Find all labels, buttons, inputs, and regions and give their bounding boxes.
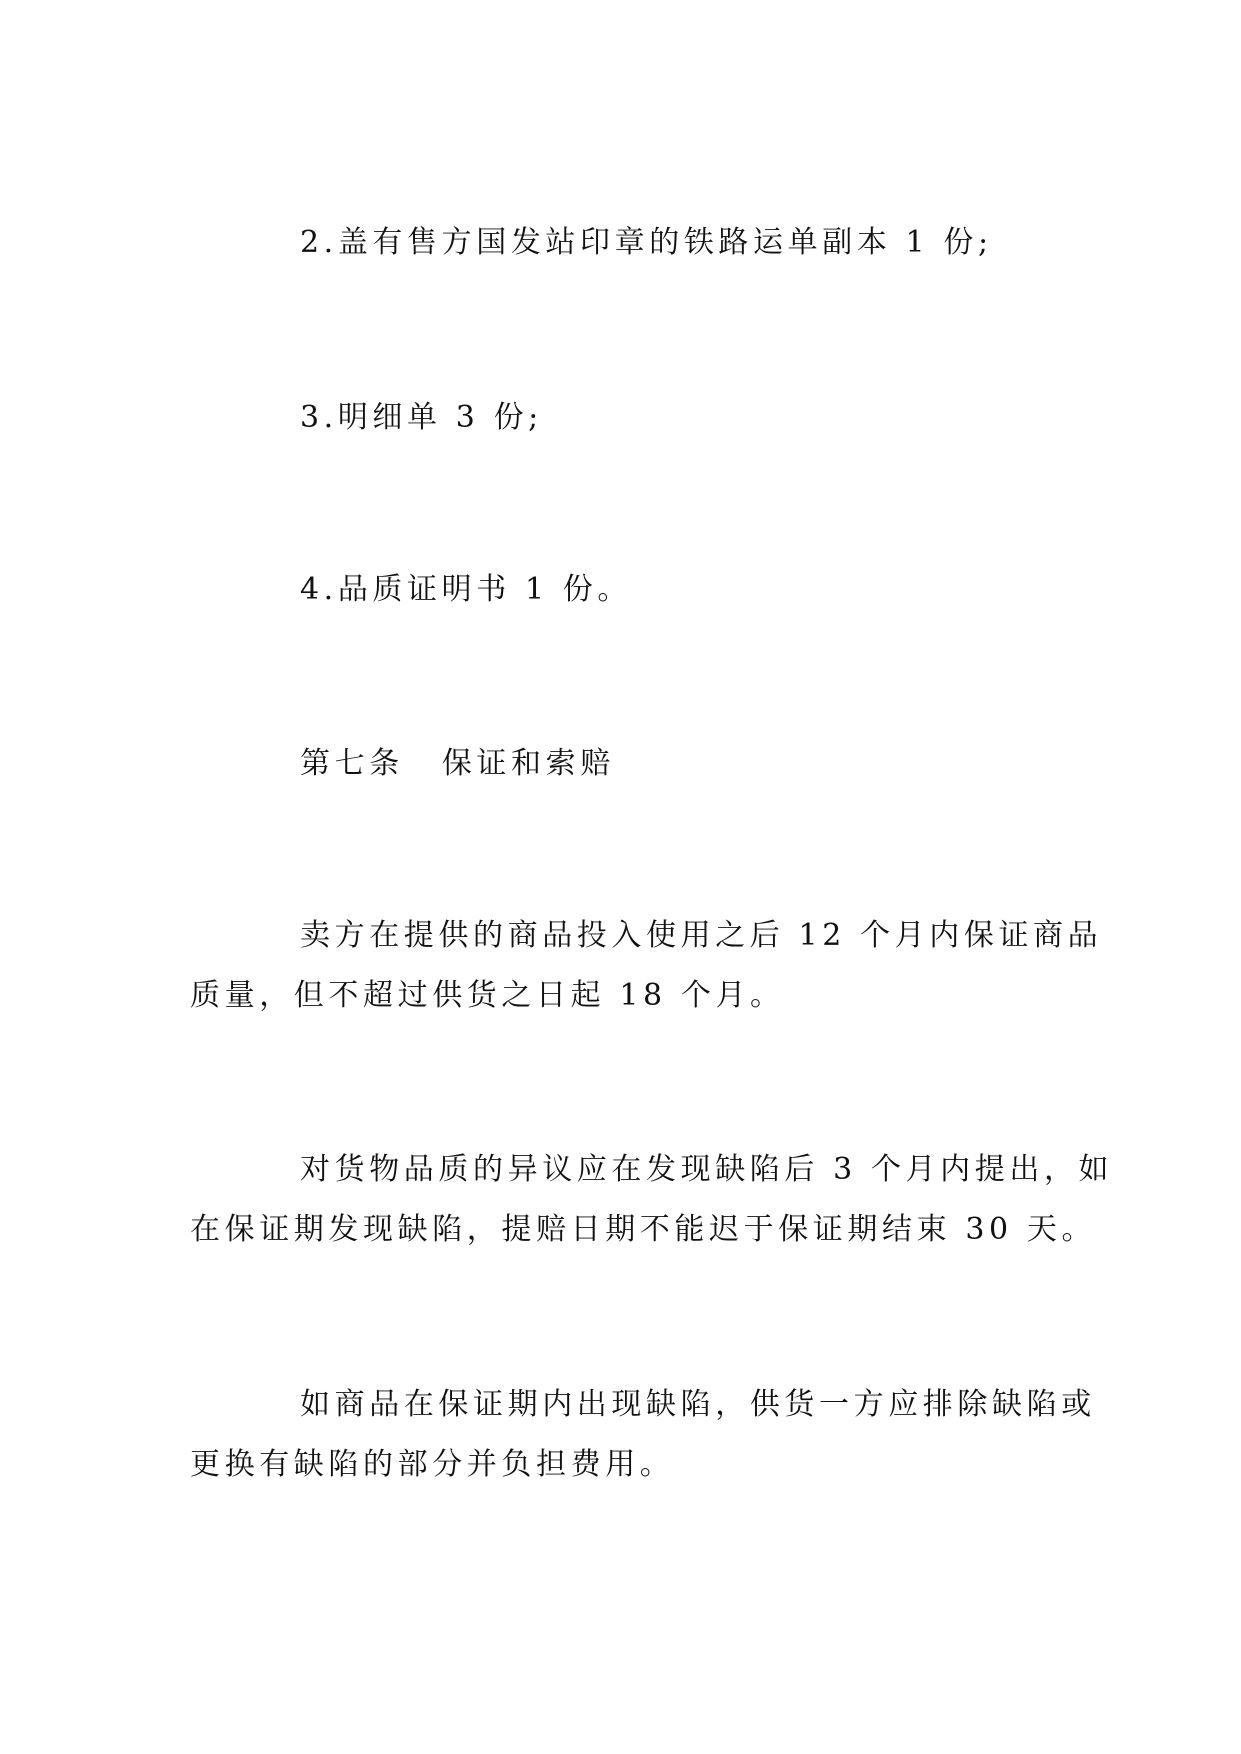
paragraph-1-line-1: 卖方在提供的商品投入使用之后 12 个月内保证商品 <box>300 918 1103 953</box>
paragraph-2-line-1: 对货物品质的异议应在发现缺陷后 3 个月内提出，如 <box>300 1152 1114 1187</box>
paragraph-3-line-1: 如商品在保证期内出现缺陷，供货一方应排除缺陷或 <box>300 1387 1096 1422</box>
document-item-2: 2.盖有售方国发站印章的铁路运单副本 1 份; <box>300 225 993 260</box>
document-item-3: 3.明细单 3 份; <box>300 400 543 435</box>
paragraph-2-line-2: 在保证期发现缺陷，提赔日期不能迟于保证期结束 30 天。 <box>190 1212 1097 1247</box>
paragraph-1-line-2: 质量，但不超过供货之日起 18 个月。 <box>190 978 785 1013</box>
section-heading <box>300 735 1170 793</box>
section-number: 第七条 <box>300 746 404 781</box>
document-item-4: 4.品质证明书 1 份。 <box>300 572 632 607</box>
section-title: 保证和索赔 <box>441 746 615 781</box>
paragraph-3-line-2: 更换有缺陷的部分并负担费用。 <box>190 1447 675 1482</box>
